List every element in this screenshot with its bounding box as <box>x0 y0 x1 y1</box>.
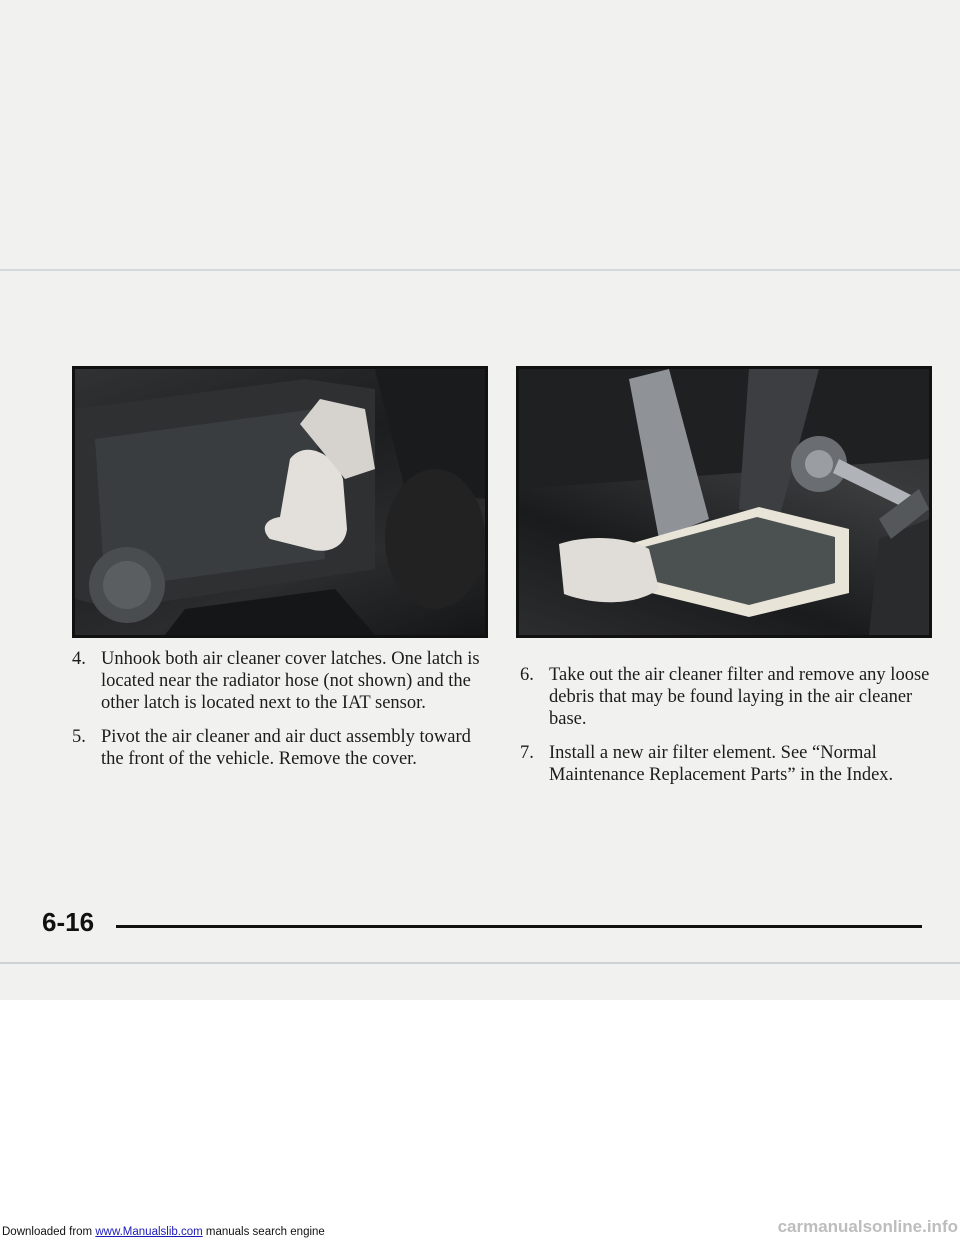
download-footer <box>2 1225 325 1239</box>
photo-hand-icon <box>75 369 485 635</box>
scan-edge-top <box>0 269 960 271</box>
photo-unhook-latches <box>72 366 488 638</box>
step-item-5 <box>64 726 484 770</box>
photo-filter-icon <box>519 369 929 635</box>
scan-edge-bottom <box>0 962 960 964</box>
step-item-7 <box>512 742 932 786</box>
step-number: 7. <box>520 743 534 763</box>
step-text: Install a new air filter element. See “Normal Maintenance Replacement Parts” in the Index. <box>549 743 894 785</box>
manualslib-link[interactable]: www.Manualslib.com <box>95 1226 203 1238</box>
step-text: Pivot the air cleaner and air duct assembly toward the front of the vehicle. Remove the cover. <box>101 727 471 769</box>
step-text: Unhook both air cleaner cover latches. One latch is located near the radiator hose (not shown) and the other latch is located next to the IAT sensor. <box>101 649 480 713</box>
photo-remove-filter <box>516 366 932 638</box>
page-footer <box>42 906 922 938</box>
page-number: 6-16 <box>42 907 95 937</box>
step-text: Take out the air cleaner filter and remove any loose debris that may be found laying in the air cleaner base. <box>549 665 930 729</box>
step-number: 4. <box>72 649 86 669</box>
step-number: 6. <box>520 665 534 685</box>
step-number: 5. <box>72 727 86 747</box>
download-suffix: manuals search engine <box>202 1226 325 1238</box>
download-prefix: Downloaded from <box>2 1226 96 1238</box>
step-item-6 <box>512 664 932 730</box>
steps-list-right <box>512 664 932 798</box>
steps-list-left <box>64 648 484 782</box>
watermark-text: carmanualsonline.info <box>777 1217 958 1236</box>
footer-rule <box>116 925 922 928</box>
step-item-4 <box>64 648 484 714</box>
